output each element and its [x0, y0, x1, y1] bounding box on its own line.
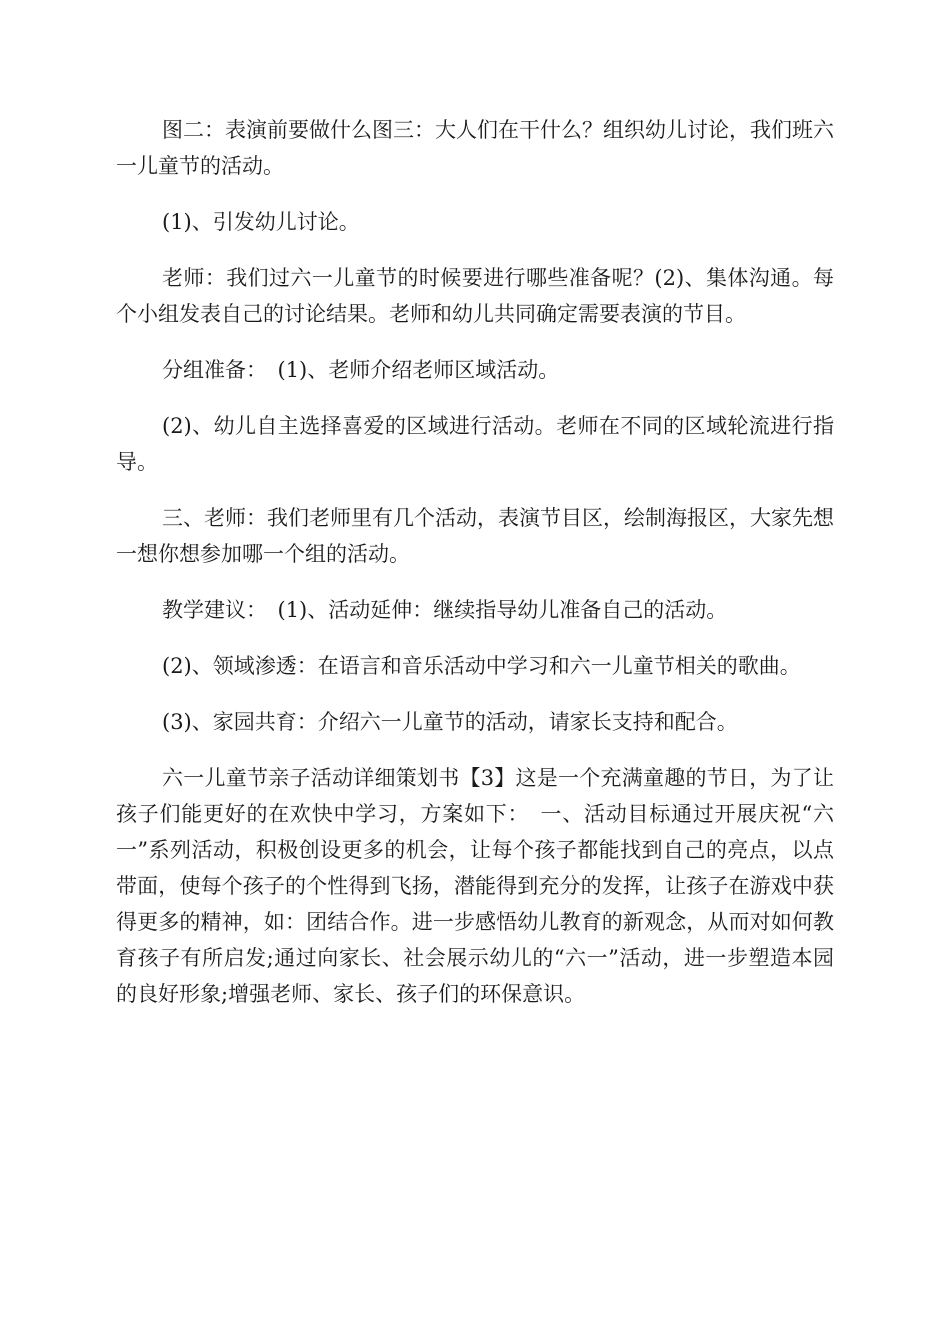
paragraph: 分组准备： (1)、老师介绍老师区域活动。 — [162, 358, 560, 382]
paragraph: 图二：表演前要做什么图三：大人们在干什么？组织幼儿讨论，我们班六一儿童节的活动。 — [116, 118, 834, 178]
paragraph: 教学建议： (1)、活动延伸：继续指导幼儿准备自己的活动。 — [162, 598, 728, 622]
paragraph: (1)、引发幼儿讨论。 — [162, 210, 360, 234]
paragraph: (2)、领域渗透：在语言和音乐活动中学习和六一儿童节相关的歌曲。 — [162, 654, 801, 678]
paragraph: 老师：我们过六一儿童节的时候要进行哪些准备呢？(2)、集体沟通。每个小组发表自己的讨论结果。老师和幼儿共同确定需要表演的节目。 — [116, 266, 834, 326]
paragraph: (2)、幼儿自主选择喜爱的区域进行活动。老师在不同的区域轮流进行指导。 — [116, 414, 834, 474]
paragraph: 三、老师：我们老师里有几个活动，表演节目区，绘制海报区，大家先想一想你想参加哪一个组的活动。 — [116, 506, 834, 566]
paragraph: (3)、家园共育：介绍六一儿童节的活动，请家长支持和配合。 — [162, 710, 738, 734]
paragraph: 六一儿童节亲子活动详细策划书【3】这是一个充满童趣的节日，为了让孩子们能更好的在欢快中学习，方案如下： 一、活动目标通过开展庆祝“六一”系列活动，积极创设更多的机会，让每个孩子都能找到自己的亮点，以点带面，使每个孩子的个性得到飞扬，潜能得到充分的发挥，让孩子在游戏中获得更多的精神，如：团结合作。进一步感悟幼儿教育的新观念，从而对如何教育孩子有所启发;通过向家长、社会展示幼儿的“六一”活动，进一步塑造本园的良好形象;增强老师、家长、孩子们的环保意识。 — [116, 766, 834, 1006]
document-body — [116, 112, 834, 1032]
